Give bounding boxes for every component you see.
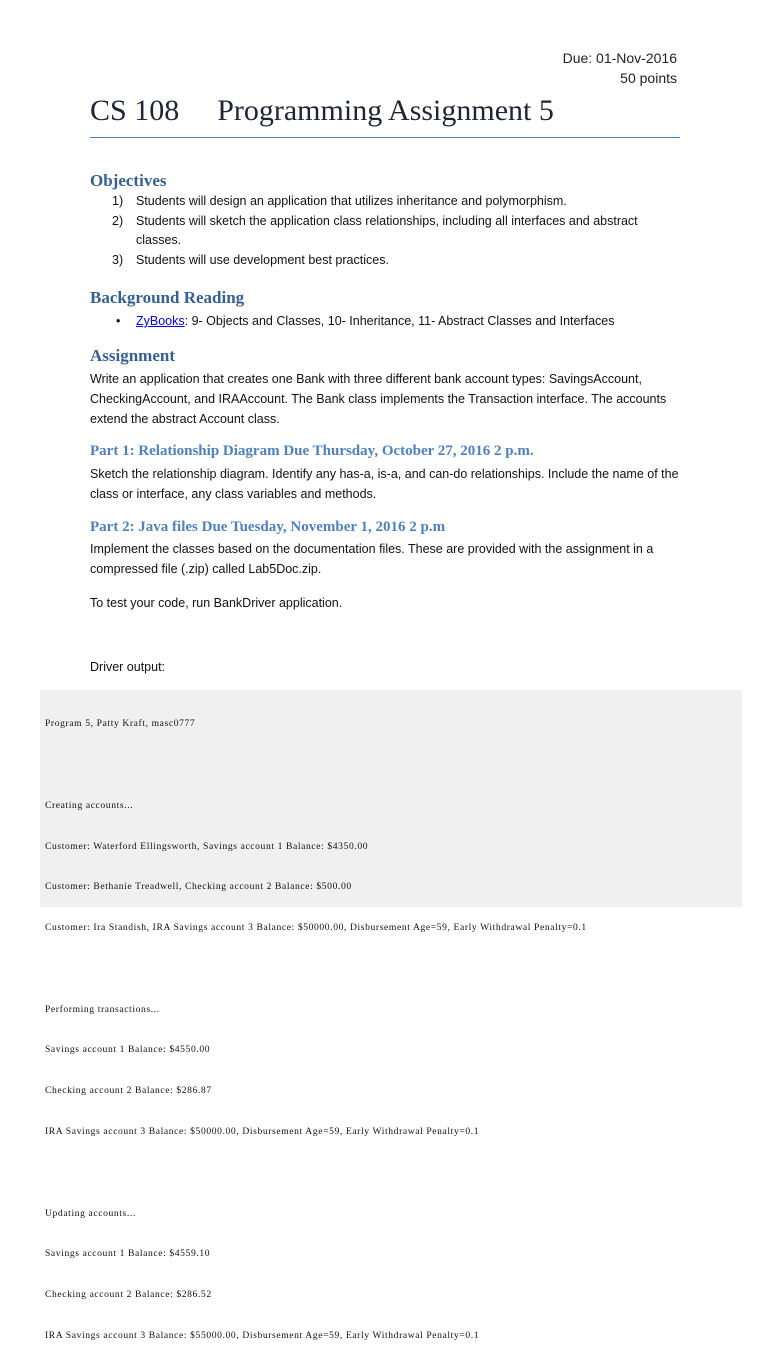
due-date: Due: 01-Nov-2016 [562,50,677,66]
course-code: CS 108 [90,94,180,127]
objectives-heading: Objectives [90,171,167,190]
page-title [90,94,680,128]
objective-text: Students will sketch the application class relationships, including all interfaces and abstract classes. [136,213,638,247]
code-line: Savings account 1 Balance: $4550.00 [45,1044,211,1056]
bullet-icon: • [116,314,121,328]
code-line: Checking account 2 Balance: $286.87 [45,1085,212,1097]
part1-text: Sketch the relationship diagram. Identify any has-a, is-a, and can-do relationships. Include the name of the class or interface, any class variables and methods. [90,467,679,501]
reading-text: : 9- Objects and Classes, 10- Inheritance, 11- Abstract Classes and Interfaces [184,314,615,328]
title-divider [90,137,680,138]
objectives-list [90,192,650,270]
zybooks-link[interactable]: ZyBooks [136,314,185,328]
code-line: Performing transactions... [45,1003,160,1015]
points: 50 points [620,70,677,86]
part1-heading: Part 1: Relationship Diagram Due Thursday, October 27, 2016 2 p.m. [90,443,534,459]
list-item [90,251,650,271]
list-item [90,311,650,331]
driver-output-box [40,690,742,1341]
code-line: Program 5, Patty Kraft, masc0777 [45,718,196,730]
code-line: Checking account 2 Balance: $286.52 [45,1289,212,1301]
driver-output-code [40,690,742,1370]
code-line [45,758,742,772]
background-reading-heading: Background Reading [90,288,245,307]
code-line [45,1166,742,1180]
code-line: Savings account 1 Balance: $4559.10 [45,1248,211,1260]
code-line: IRA Savings account 3 Balance: $55000.00, Disbursement Age=59, Early Withdrawal Penalty=0.1 [45,1329,480,1341]
part2-heading: Part 2: Java files Due Tuesday, November 1, 2016 2 p.m [90,519,446,535]
assignment-text: Write an application that creates one Bank with three different bank account types: SavingsAccount, CheckingAccount, and IRAAccount. The Bank class implements the Transaction interface. The accounts extend the abstract Account class. [90,372,667,426]
list-item [90,212,650,251]
assignment-name: Programming Assignment 5 [217,94,554,127]
objective-text: Students will use development best practices. [136,252,389,267]
code-line: Creating accounts... [45,799,134,811]
list-number: 3) [112,252,124,267]
code-line: Updating accounts... [45,1207,136,1219]
code-line: Customer: Bethanie Treadwell, Checking account 2 Balance: $500.00 [45,881,352,893]
code-line: IRA Savings account 3 Balance: $50000.00, Disbursement Age=59, Early Withdrawal Penalty=0.1 [45,1126,480,1137]
code-line: Customer: Waterford Ellingsworth, Savings account 1 Balance: $4350.00 [45,840,369,852]
part2-text: Implement the classes based on the documentation files. These are provided with the assignment in a compressed file (.zip) called Lab5Doc.zip. [90,542,654,576]
due-info [563,48,677,88]
reading-list [90,311,650,331]
code-line: Customer: Ira Standish, IRA Savings account 3 Balance: $50000.00, Disbursement Age=59, Early Withdrawal Penalty=0.1 [45,922,587,934]
objective-text: Students will design an application that utilizes inheritance and polymorphism. [136,194,567,208]
test-instructions: To test your code, run BankDriver application. [90,596,343,610]
driver-output-label: Driver output: [90,660,166,674]
code-line [45,962,742,976]
list-number: 1) [112,194,124,208]
list-number: 2) [112,213,124,228]
list-item [90,192,650,212]
assignment-heading: Assignment [90,346,176,365]
